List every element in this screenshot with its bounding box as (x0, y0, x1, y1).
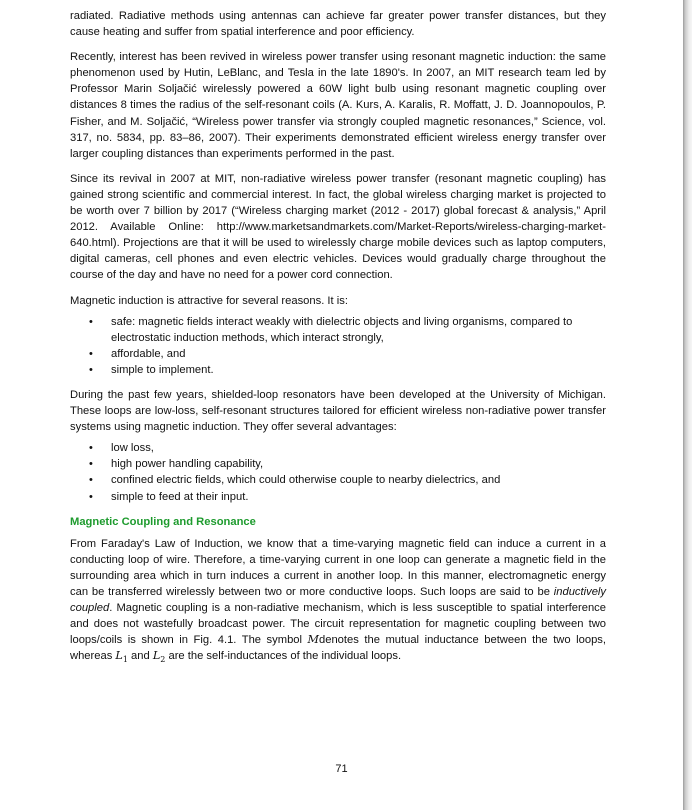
paragraph-radiative-methods: radiated. Radiative methods using antennas can achieve far greater power transfer distances, but they cause heating and suffer from spatial interference and poor efficiency. (70, 10, 606, 39)
symbol-l1: $L_1$ (115, 649, 128, 665)
bullet-icon: • (89, 347, 93, 360)
symbol-mutual-inductance: M (307, 633, 320, 647)
bullet-icon: • (89, 474, 93, 487)
bullet-icon: • (89, 315, 93, 328)
list-item: • affordable, and (70, 346, 606, 362)
advantages-list (70, 440, 606, 504)
list-item: • low loss, (70, 440, 606, 456)
page-number: 71 (335, 763, 348, 775)
bullet-icon: • (89, 442, 93, 455)
paragraph-mit-research: Recently, interest has been revived in wireless power transfer using resonant magnetic induction: the same phenomenon used by Hutin, LeBlanc, and Tesla in the late 1890's. In 2007, an MIT research team led by Professor Marin Soljačić wirelessly powered a 60W light bulb using resonant magnetic coupling over distances 8 times the radius of the self-resonant coils (A. Kurs, A. Karalis, R. Moffatt, J. D. Joannopoulos, P. Fisher, and M. Soljačić, “Wireless power transfer via strongly coupled magnetic resonances,” Science, vol. 317, no. 5834, pp. 83–86, 2007). Their experiments demonstrated efficient wireless energy transfer over larger coupling distances than experiments performed in the past. (70, 51, 606, 160)
bullet-icon: • (89, 490, 93, 503)
emphasis-text: inductively coupled (70, 586, 606, 615)
list-item: • safe: magnetic fields interact weakly with dielectric objects and living organisms, compared to electrostatic induction methods, which interact strongly, (89, 315, 573, 344)
page-edge-shadow (683, 0, 692, 810)
list-item: • confined electric fields, which could otherwise couple to nearby dielectrics, and (70, 472, 606, 488)
paragraph-market-projection: Since its revival in 2007 at MIT, non-radiative wireless power transfer (resonant magnetic coupling) has gained strong scientific and commercial interest. In fact, the global wireless charging market is projected to be worth over 7 billion by 2017 (“Wireless charging market (2012 - 2017) global forecast & analysis,” April 2012. Available Online: http://www.marketsandmarkets.com/Market-Reports/wireless-charging-market-640.html). Projections are that it will be used to wirelessly charge mobile devices such as laptop computers, digital cameras, cell phones and even electric vehicles. Devices would gradually charge throughout the course of the day and have no need for a power cord connection. (70, 172, 606, 282)
page-content (70, 8, 606, 678)
reasons-list (70, 314, 606, 378)
bullet-icon: • (89, 363, 93, 376)
bullet-icon: • (89, 458, 93, 471)
section-heading: Magnetic Coupling and Resonance (70, 515, 256, 528)
list-item: • high power handling capability, (70, 456, 606, 472)
list-item: • simple to implement. (70, 362, 606, 378)
paragraph-attractive-reasons: Magnetic induction is attractive for several reasons. It is: (70, 294, 348, 307)
list-item: • simple to feed at their input. (70, 489, 606, 505)
paragraph-shielded-loop: During the past few years, shielded-loop resonators have been developed at the University of Michigan. These loops are low-loss, self-resonant structures tailored for efficient wireless non-radiative power transfer systems using magnetic induction. They offer several advantages: (70, 388, 606, 434)
symbol-l2: $L_2$ (152, 649, 166, 665)
paragraph-faraday: From Faraday's Law of Induction, we know that a time-varying magnetic field can induce a current in a conducting loop of wire. Therefore, a time-varying current in one loop can generate a magnetic field in the surrounding area which in turn induces a current in another loop. In this manner, electromagnetic energy can be transferred wirelessly between two or more conductive loops. Such loops are said to be inductively coupled. Magnetic coupling is a non-radiative mechanism, which is less susceptible to spatial interference and does not wastefully broadcast power. The circuit representation for magnetic coupling between two loops/coils is shown in Fig. 4.1. The symbol Mdenotes the mutual inductance between the two loops, whereas $L_1$ and $L_2$ are the self-inductances of the individual loops. (70, 537, 606, 665)
